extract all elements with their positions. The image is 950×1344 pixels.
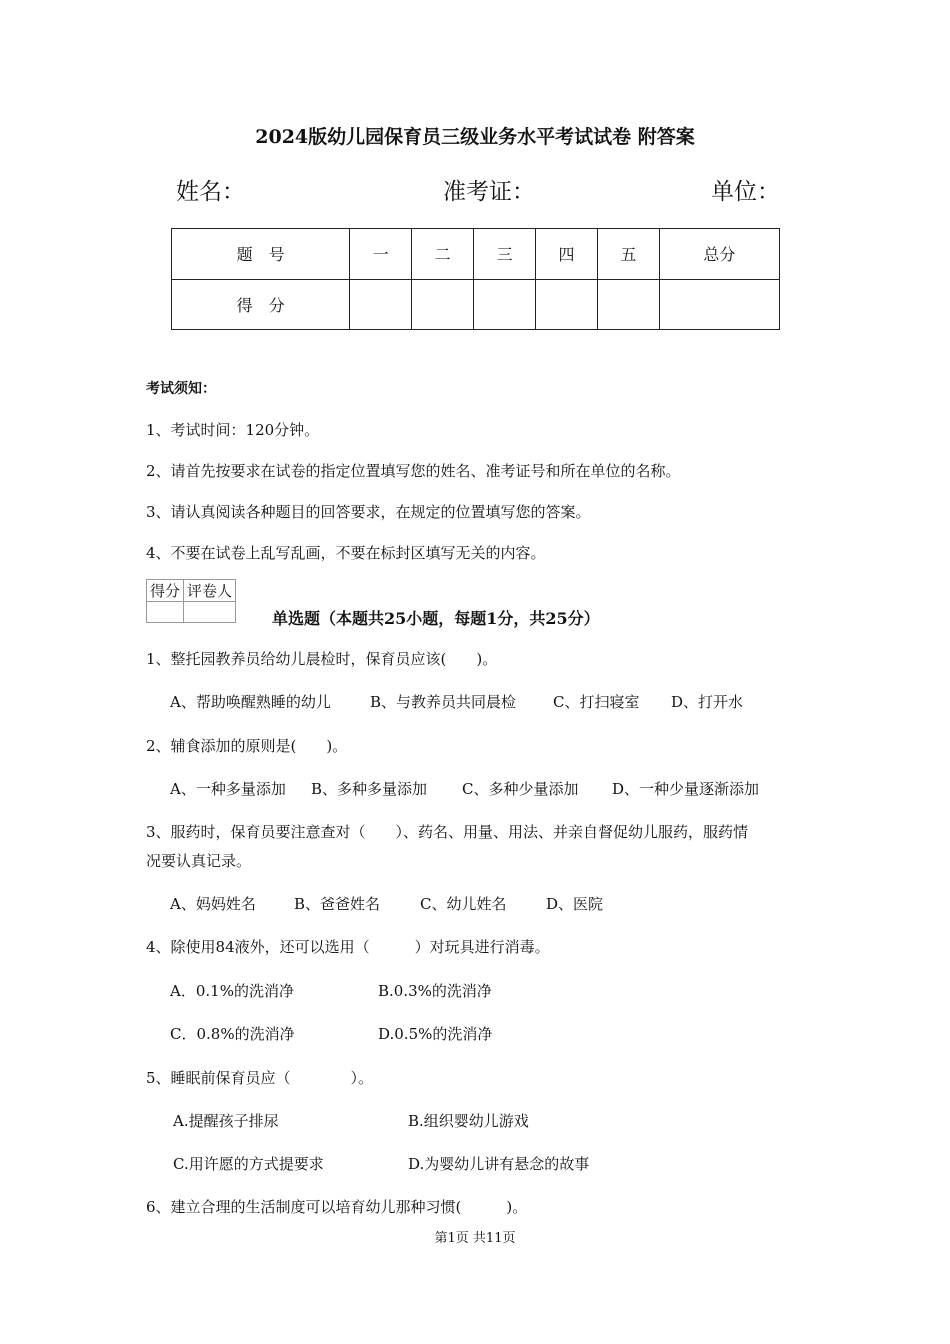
question-option: C．0.8%的洗消净 [170,1025,295,1043]
question-option: C、打扫寝室 [553,693,640,711]
score-header-cell: 题 号 [172,229,350,280]
question-option: B、与教养员共同晨检 [370,693,517,711]
score-row-label: 得 分 [172,279,350,330]
question-option: C.用许愿的方式提要求 [173,1155,324,1173]
score-table-score-row [172,279,780,330]
score-cell [474,279,536,330]
question-option: A．0.1%的洗消净 [170,982,294,1000]
score-cell [350,279,412,330]
grader-reviewer-label: 评卷人 [184,580,236,602]
question-text: 4、除使用84液外，还可以选用（ ）对玩具进行消毒。 [146,938,550,956]
grader-score-label: 得分 [147,580,184,602]
question-option: B、爸爸姓名 [294,895,381,913]
question-option: D、打开水 [671,693,744,711]
page-footer: 第1页 共11页 [434,1231,516,1246]
question-text-continued: 况要认真记录。 [146,852,252,870]
score-header-cell: 三 [474,229,536,280]
question-text: 1、整托园教养员给幼儿晨检时，保育员应该( )。 [146,650,498,668]
question-text: 6、建立合理的生活制度可以培育幼儿那种习惯( )。 [146,1198,528,1216]
notice-item: 2、请首先按要求在试卷的指定位置填写您的姓名、准考证号和所在单位的名称。 [146,462,681,480]
score-header-cell: 二 [412,229,474,280]
notice-item: 3、请认真阅读各种题目的回答要求，在规定的位置填写您的答案。 [146,503,591,521]
notice-heading: 考试须知： [146,381,216,397]
page-title: 2024版幼儿园保育员三级业务水平考试试卷 附答案 [255,126,695,148]
notice-item: 4、不要在试卷上乱写乱画，不要在标封区填写无关的内容。 [146,544,546,562]
question-option: A、一种多量添加 [170,780,286,798]
question-option: B、多种多量添加 [311,780,428,798]
score-header-cell: 一 [350,229,412,280]
score-header-cell: 五 [597,229,659,280]
score-cell [536,279,598,330]
score-table [171,228,780,330]
question-option: C、幼儿姓名 [420,895,507,913]
score-cell [597,279,659,330]
grader-reviewer-cell [184,602,236,623]
score-cell [412,279,474,330]
question-option: D、一种少量逐渐添加 [612,780,760,798]
question-option: A、妈妈姓名 [170,895,256,913]
question-option: A.提醒孩子排尿 [173,1112,279,1130]
score-header-cell: 总分 [659,229,779,280]
score-header-cell: 四 [536,229,598,280]
question-option: D.为婴幼儿讲有悬念的故事 [408,1155,590,1173]
question-option: C、多种少量添加 [462,780,579,798]
grader-table [146,579,236,623]
unit-label: 单位： [711,179,780,205]
name-label: 姓名： [176,179,245,205]
question-option: B.0.3%的洗消净 [378,982,492,1000]
question-option: B.组织婴幼儿游戏 [408,1112,529,1130]
question-option: D、医院 [546,895,604,913]
question-text: 3、服药时，保育员要注意查对（ ）、药名、用量、用法、并亲自督促幼儿服药，服药情 [146,823,749,841]
score-table-header-row [172,229,780,280]
question-text: 5、睡眠前保育员应（ ）。 [146,1069,374,1087]
grader-score-cell [147,602,184,623]
question-option: D.0.5%的洗消净 [378,1025,493,1043]
notice-item: 1、考试时间：120分钟。 [146,421,320,439]
question-option: A、帮助唤醒熟睡的幼儿 [170,693,331,711]
score-cell [659,279,779,330]
exam-id-label: 准考证： [443,179,535,205]
question-text: 2、辅食添加的原则是( )。 [146,737,348,755]
section-title: 单选题（本题共25小题，每题1分，共25分） [272,609,600,628]
